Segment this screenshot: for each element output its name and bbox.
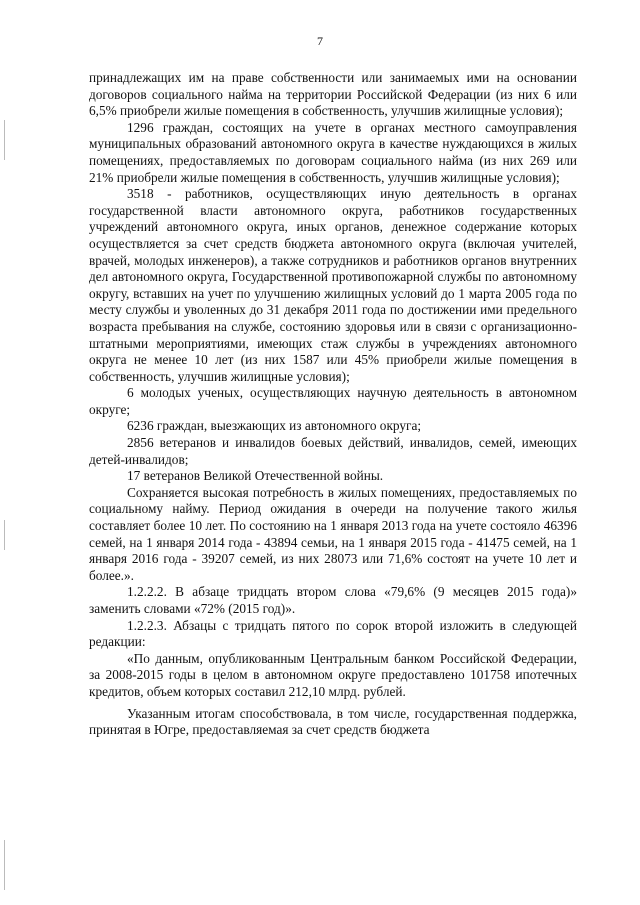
paragraph: Сохраняется высокая потребность в жилых помещениях, предоставляемых по социальному найму. Период ожидания в очереди на получение такого жилья составляет более 10 лет. По состоянию на 1 января 2013 года на учете состояло 46396 семей, на 1 января 2014 года - 43894 семьи, на 1 января 2015 года - 41475 семей, на 1 января 2016 года - 39207 семей, из них 28073 или 71,6% состоят на учете 10 лет и более.».	[89, 484, 577, 583]
scan-edge-mark	[4, 520, 5, 550]
paragraph: 2856 ветеранов и инвалидов боевых действий, инвалидов, семей, имеющих детей-инвалидов;	[89, 435, 577, 467]
paragraph: 1.2.2.3. Абзацы с тридцать пятого по сорок второй изложить в следующей редакции:	[89, 617, 577, 650]
paragraph: 3518 - работников, осуществляющих иную деятельность в органах государственной власти автономного округа, работников государственных учреждений автономного округа, иных органов, денежное содержание которых осуществляется за счет средств бюджета автономного округа (включая учителей, врачей, молодых инженеров), а также сотрудников и работников органов внутренних дел автономного округа, Государственной противопожарной службы по автономному округу, вставших на учет по улучшению жилищных условий до 1 марта 2005 года по месту службы и уволенных до 31 декабря 2011 года по достижении ими предельного возраста пребывания на службе, состоянию здоровья или в связи с организационно-штатными мероприятиями, имеющих стаж службы в учреждениях автономного округа не менее 10 лет (из них 1587 или 45% приобрели жилые помещения в собственность, улучшив жилищные условия);	[89, 186, 577, 384]
paragraph: 6236 граждан, выезжающих из автономного округа;	[127, 418, 422, 434]
paragraph: «По данным, опубликованным Центральным банком Российской Федерации, за 2008-2015 годы в целом в автономном округе предоставлено 101758 ипотечных кредитов, объем которых составил 212,10 млрд. рублей.	[89, 650, 577, 699]
page-number: 7	[317, 34, 323, 48]
paragraph: 17 ветеранов Великой Отечественной войны.	[127, 468, 384, 484]
paragraph: 6 молодых ученых, осуществляющих научную деятельность в автономном округе;	[89, 385, 577, 417]
paragraph: 1296 граждан, состоящих на учете в органах местного самоуправления муниципальных образований автономного округа в качестве нуждающихся в жилых помещениях, предоставляемых по договорам социального найма (из них 269 или 21% приобрели жилые помещения в собственность, улучшив жилищные условия);	[89, 119, 577, 185]
document-body	[89, 70, 577, 739]
scan-edge-mark	[4, 120, 5, 160]
paragraph: Указанным итогам способствовала, в том числе, государственная поддержка, принятая в Югре, предоставляемая за счет средств бюджета	[89, 705, 577, 738]
paragraph: 1.2.2.2. В абзаце тридцать втором слова «79,6% (9 месяцев 2015 года)» заменить словами «72% (2015 год)».	[89, 584, 577, 616]
paragraph: принадлежащих им на праве собственности или занимаемых ими на основании договоров социального найма на территории Российской Федерации (из них 6 или 6,5% приобрели жилые помещения в собственность, улучшив жилищные условия);	[89, 70, 577, 119]
scan-edge-mark	[4, 840, 5, 890]
